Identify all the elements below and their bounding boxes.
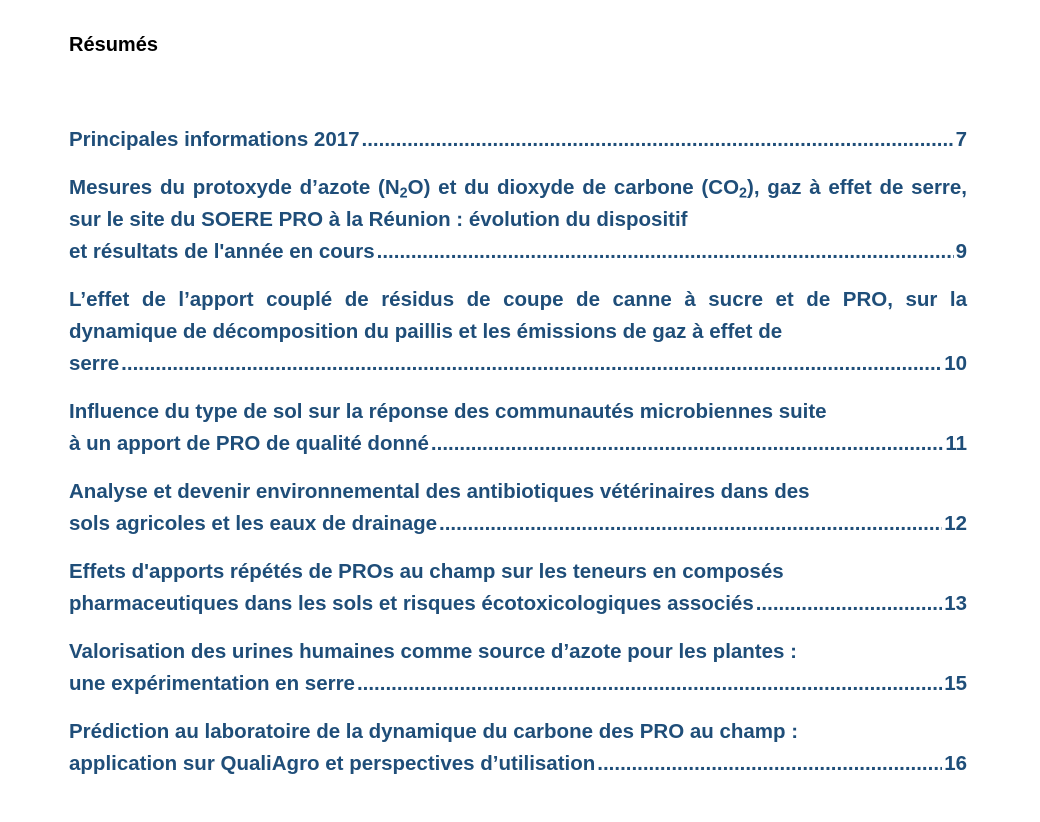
toc-entry[interactable] — [69, 476, 967, 540]
toc-entry-title-lines: Prédiction au laboratoire de la dynamique du carbone des PRO au champ : — [69, 720, 799, 743]
toc-entry-last-line — [69, 428, 967, 460]
page-number: 9 — [955, 240, 967, 263]
dot-leader — [362, 124, 954, 156]
page-number: 7 — [955, 128, 967, 151]
dot-leader — [431, 428, 943, 460]
dot-leader — [377, 236, 954, 268]
toc-entry-title: Principales informations 2017 — [69, 128, 360, 151]
toc-entry[interactable] — [69, 716, 967, 780]
dot-leader — [121, 348, 942, 380]
page-number: 13 — [944, 592, 967, 615]
toc-entry-title: à un apport de PRO de qualité donné — [69, 432, 429, 455]
dot-leader — [597, 748, 942, 780]
toc-entry[interactable] — [69, 556, 967, 620]
toc-entry-last-line — [69, 124, 967, 156]
toc-entry[interactable] — [69, 636, 967, 700]
toc-entry-title: une expérimentation en serre — [69, 672, 355, 695]
toc-entry-title: pharmaceutiques dans les sols et risques écotoxicologiques associés — [69, 592, 754, 615]
toc-entry-last-line — [69, 508, 967, 540]
page-number: 15 — [944, 672, 967, 695]
toc-entry-title-lines: Valorisation des urines humaines comme source d’azote pour les plantes : — [69, 640, 797, 663]
toc-entry[interactable] — [69, 284, 967, 380]
page-number: 16 — [944, 752, 967, 775]
toc-entry[interactable] — [69, 396, 967, 460]
toc-entry-last-line — [69, 236, 967, 268]
page-number: 10 — [944, 352, 967, 375]
toc-entry-title-lines: Effets d'apports répétés de PROs au champ sur les teneurs en composés — [69, 560, 784, 583]
toc-entry[interactable] — [69, 124, 967, 156]
subscript: 2 — [399, 185, 408, 202]
subscript: 2 — [739, 185, 747, 202]
toc-entry-title-lines: L’effet de l’apport couplé de résidus de coupe de canne à sucre et de PRO, sur la dynamique de décomposition du paillis et les émissions de gaz à effet de — [69, 288, 967, 343]
toc-entry-title: application sur QualiAgro et perspectives d’utilisation — [69, 752, 596, 775]
toc-entry-title: serre — [69, 352, 120, 375]
dot-leader — [756, 588, 942, 620]
toc-entry-title-lines: Mesures du protoxyde d’azote $(N_2O)$ et du dioxyde de carbone $(CO_2)$, gaz à effet de serre, sur le site du SOERE PRO à la Réunion : évolution du dispositif — [69, 176, 967, 231]
toc-entry-title: sols agricoles et les eaux de drainage — [69, 512, 438, 535]
toc-entry-last-line — [69, 588, 967, 620]
dot-leader — [357, 668, 942, 700]
table-of-contents — [69, 124, 967, 796]
section-heading: Résumés — [69, 34, 158, 56]
toc-entry-last-line — [69, 748, 967, 780]
toc-entry-last-line — [69, 348, 967, 380]
page-number: 12 — [944, 512, 967, 535]
toc-entry[interactable] — [69, 172, 967, 268]
toc-entry-last-line — [69, 668, 967, 700]
dot-leader — [439, 508, 942, 540]
toc-entry-title: et résultats de l'année en cours — [69, 240, 375, 263]
toc-entry-title-lines: Influence du type de sol sur la réponse des communautés microbiennes suite — [69, 400, 827, 423]
page-number: 11 — [945, 432, 967, 455]
toc-entry-title-lines: Analyse et devenir environnemental des antibiotiques vétérinaires dans des — [69, 480, 810, 503]
